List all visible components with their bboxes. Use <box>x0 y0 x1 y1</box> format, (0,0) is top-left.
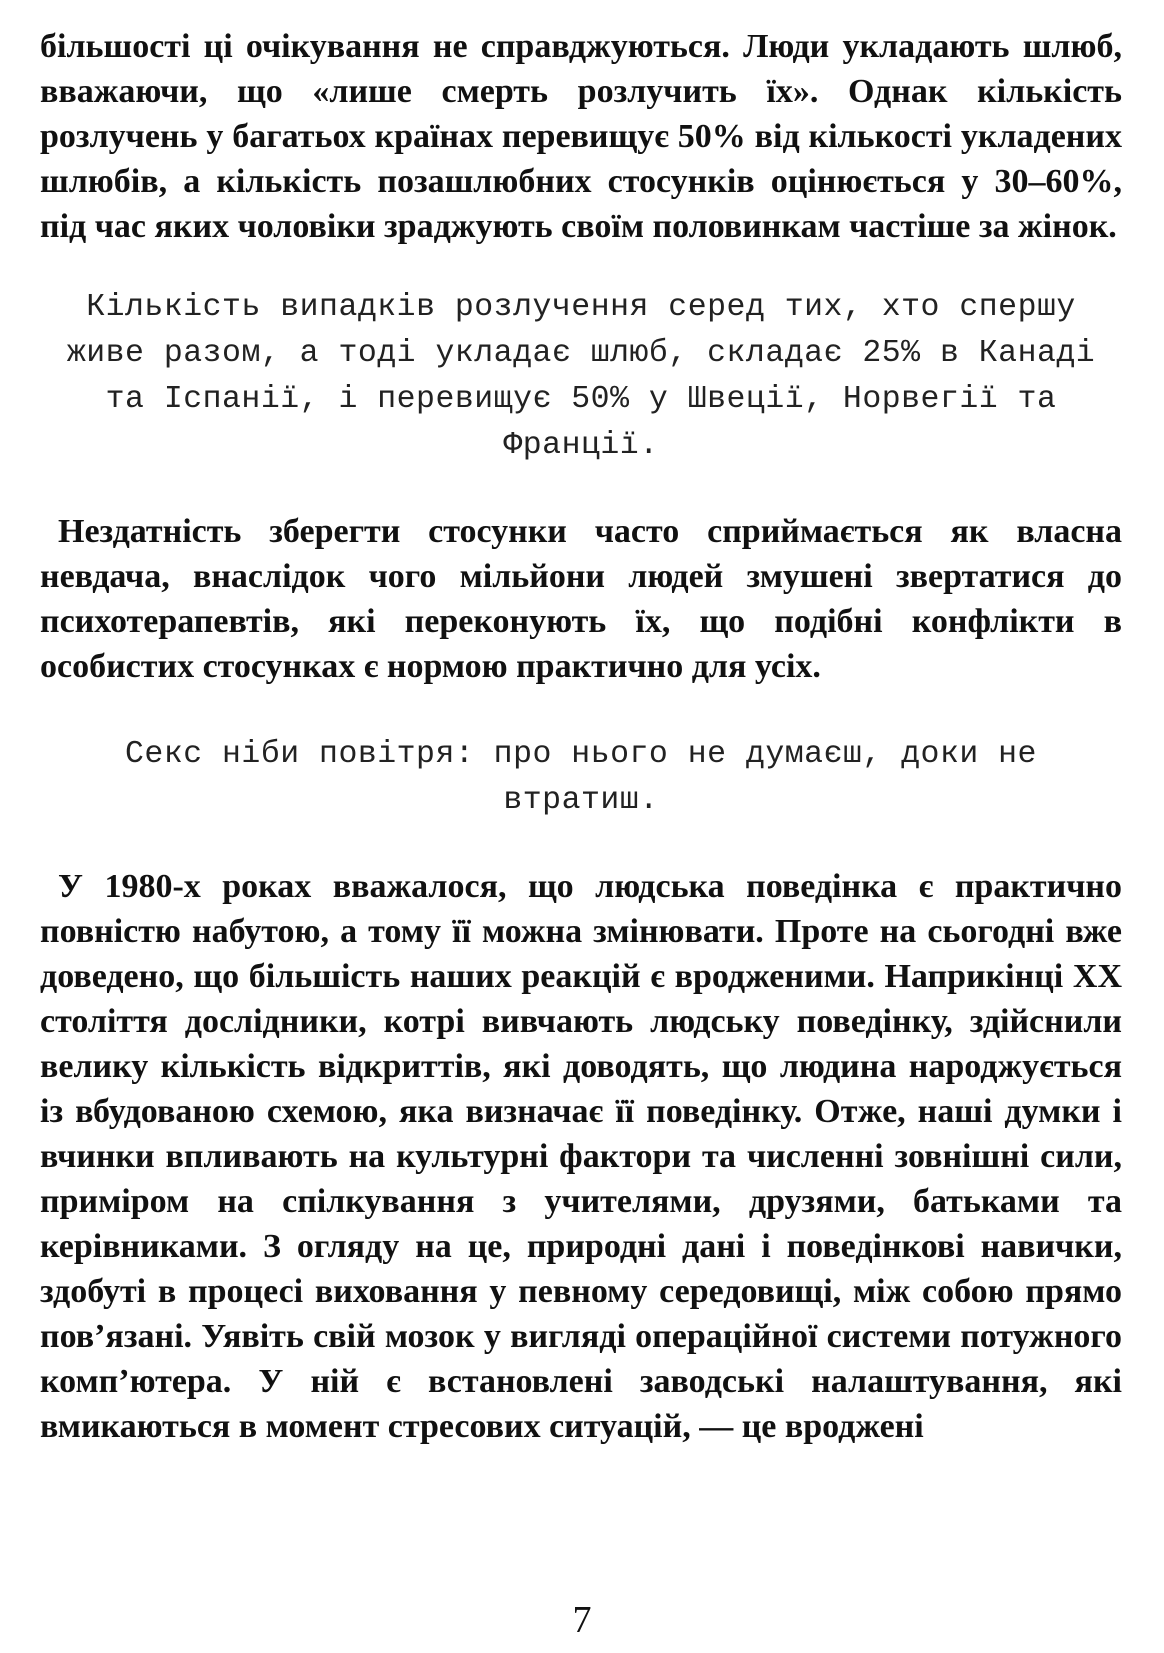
page-content <box>40 24 1122 1449</box>
page-number: 7 <box>572 1599 592 1641</box>
pull-quote: Секс ніби повітря: про нього не думаєш, доки не втратиш. <box>125 737 1037 818</box>
pull-quote: Кількість випадків розлучення серед тих, хто спершу живе разом, а тоді укладає шлюб, складає 25% в Канаді та Іспанії, і перевищує 50% у Швеції, Норвегії та Франції. <box>66 290 1096 463</box>
body-paragraph: більшості ці очікування не справджуються. Люди укладають шлюб, вважаючи, що «лише смерть розлучить їх». Однак кількість розлучень у багатьох країнах перевищує 50% від кількості укладених шлюбів, а кількість позашлюбних стосунків оцінюється у 30–60%, під час яких чоловіки зраджують своїм половинкам частіше за жінок. <box>40 28 1122 245</box>
body-paragraph: Нездатність зберегти стосунки часто сприймається як власна невдача, внаслідок чого мільйони людей змушені звертатися до психотерапевтів, які переконують їх, що подібні конфлікти в особистих стосунках є нормою практично для усіх. <box>40 513 1122 685</box>
body-paragraph: У 1980-х роках вважалося, що людська поведінка є практично повністю набутою, а тому її можна змінювати. Проте на сьогодні вже доведено, що більшість наших реакцій є вродженими. Наприкінці ХХ століття дослідники, котрі вивчають людську поведінку, здійснили велику кількість відкриттів, які доводять, що людина народжується із вбудованою схемою, яка визначає її поведінку. Отже, наші думки і вчинки впливають на культурні фактори та численні зовнішні сили, приміром на спілкування з учителями, друзями, батьками та керівниками. З огляду на це, природні дані і поведінкові навички, здобуті в процесі виховання у певному середовищі, між собою прямо пов’язані. Уявіть свій мозок у вигляді операційної системи потужного комп’ютера. У ній є встановлені заводські налаштування, які вмикаються в момент стресових ситуацій, — це вроджені <box>40 868 1122 1445</box>
